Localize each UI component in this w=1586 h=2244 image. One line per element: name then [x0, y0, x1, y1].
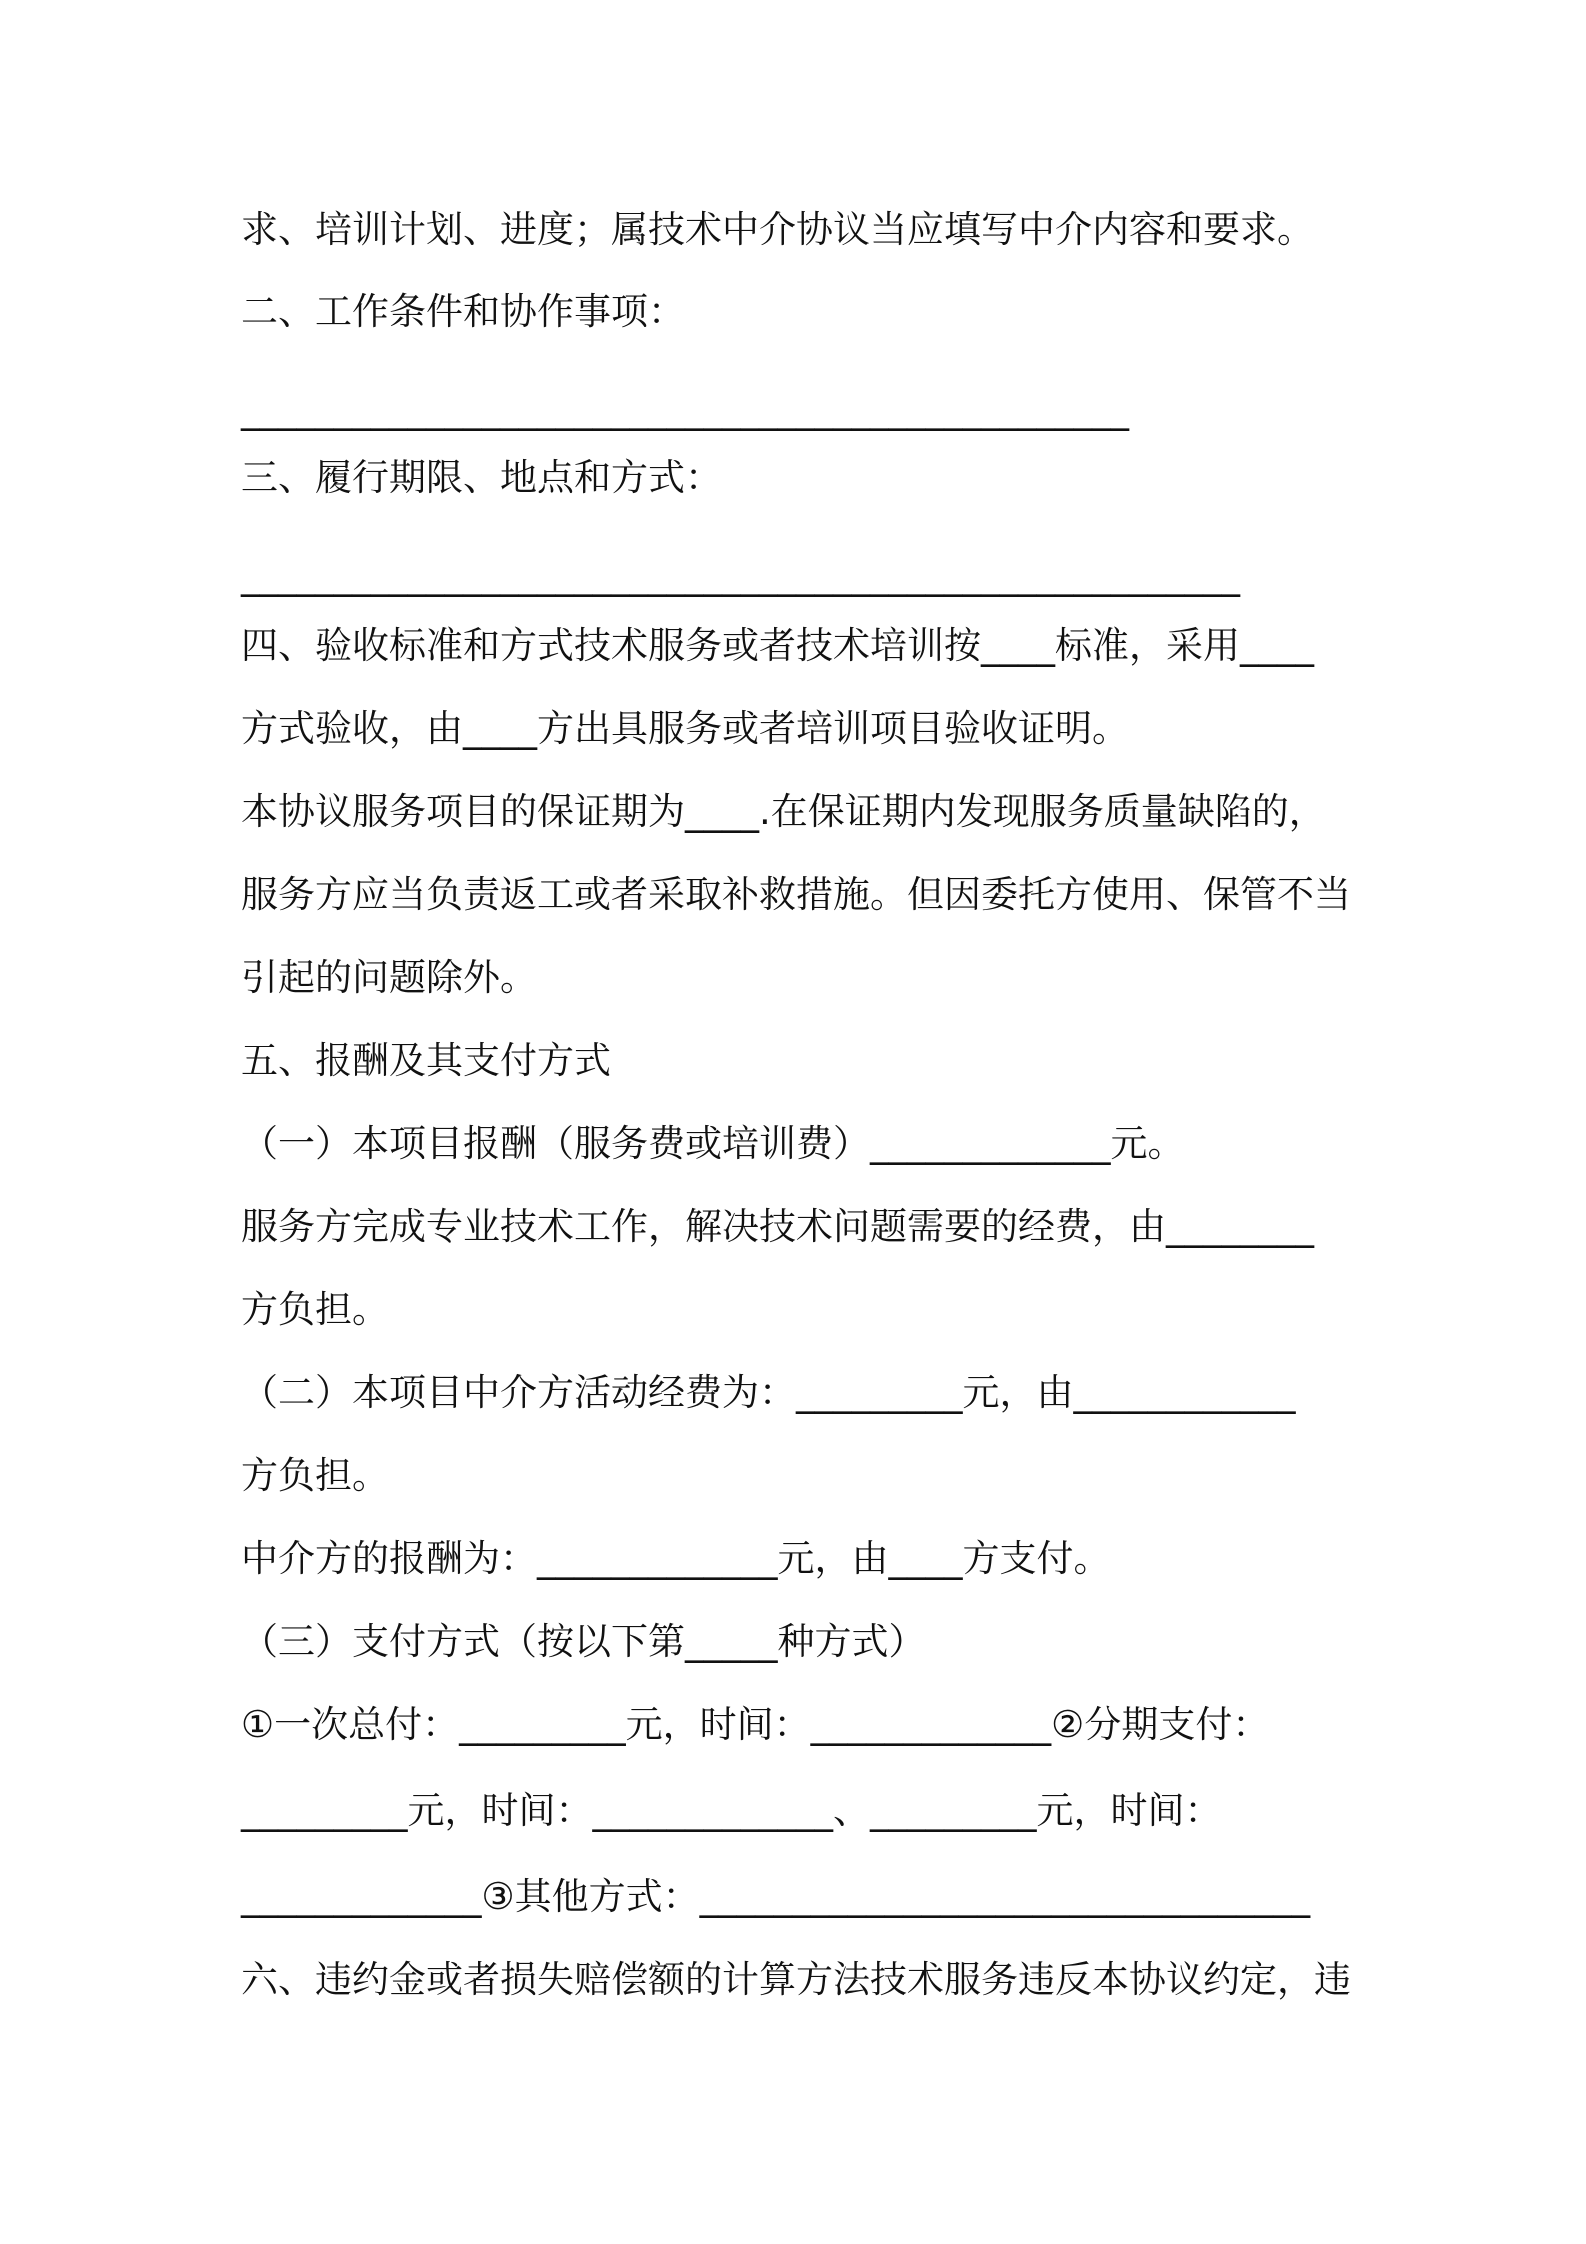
section-heading: 三、履行期限、地点和方式：	[241, 456, 722, 499]
text-line: 方负担。	[241, 1454, 389, 1497]
section-heading: 四、验收标准和方式技术服务或者技术培训按____标准，采用____	[241, 624, 1314, 667]
text-line: 引起的问题除外。	[241, 956, 537, 999]
text-line: 服务方应当负责返工或者采取补救措施。但因委托方使用、保管不当	[241, 873, 1351, 916]
text-line: 求、培训计划、进度；属技术中介协议当应填写中介内容和要求。	[241, 208, 1314, 251]
text-line: _____________③其他方式：_________________________________	[241, 1875, 1311, 1918]
section-heading: 二、工作条件和协作事项：	[241, 290, 685, 333]
text-line: 本协议服务项目的保证期为____.在保证期内发现服务质量缺陷的，	[241, 790, 1326, 833]
fill-blank-line: ______________________________________________________	[241, 554, 1240, 597]
text-line: ①一次总付：_________元，时间：_____________②分期支付：	[241, 1703, 1270, 1746]
text-line: _________元，时间：_____________、_________元，时间：	[241, 1789, 1222, 1832]
text-line: （一）本项目报酬（服务费或培训费）_____________元。	[241, 1122, 1185, 1165]
text-line: （三）支付方式（按以下第_____种方式）	[241, 1620, 926, 1663]
text-line: 方式验收，由____方出具服务或者培训项目验收证明。	[241, 707, 1129, 750]
text-line: 方负担。	[241, 1288, 389, 1331]
text-line: （二）本项目中介方活动经费为：_________元，由____________	[241, 1371, 1296, 1414]
fill-blank-line: ________________________________________________	[241, 388, 1129, 431]
section-heading: 六、违约金或者损失赔偿额的计算方法技术服务违反本协议约定，违	[241, 1958, 1351, 2001]
text-line: 中介方的报酬为：_____________元，由____方支付。	[241, 1537, 1111, 1580]
section-heading: 五、报酬及其支付方式	[241, 1039, 611, 1082]
text-line: 服务方完成专业技术工作，解决技术问题需要的经费，由________	[241, 1205, 1314, 1248]
